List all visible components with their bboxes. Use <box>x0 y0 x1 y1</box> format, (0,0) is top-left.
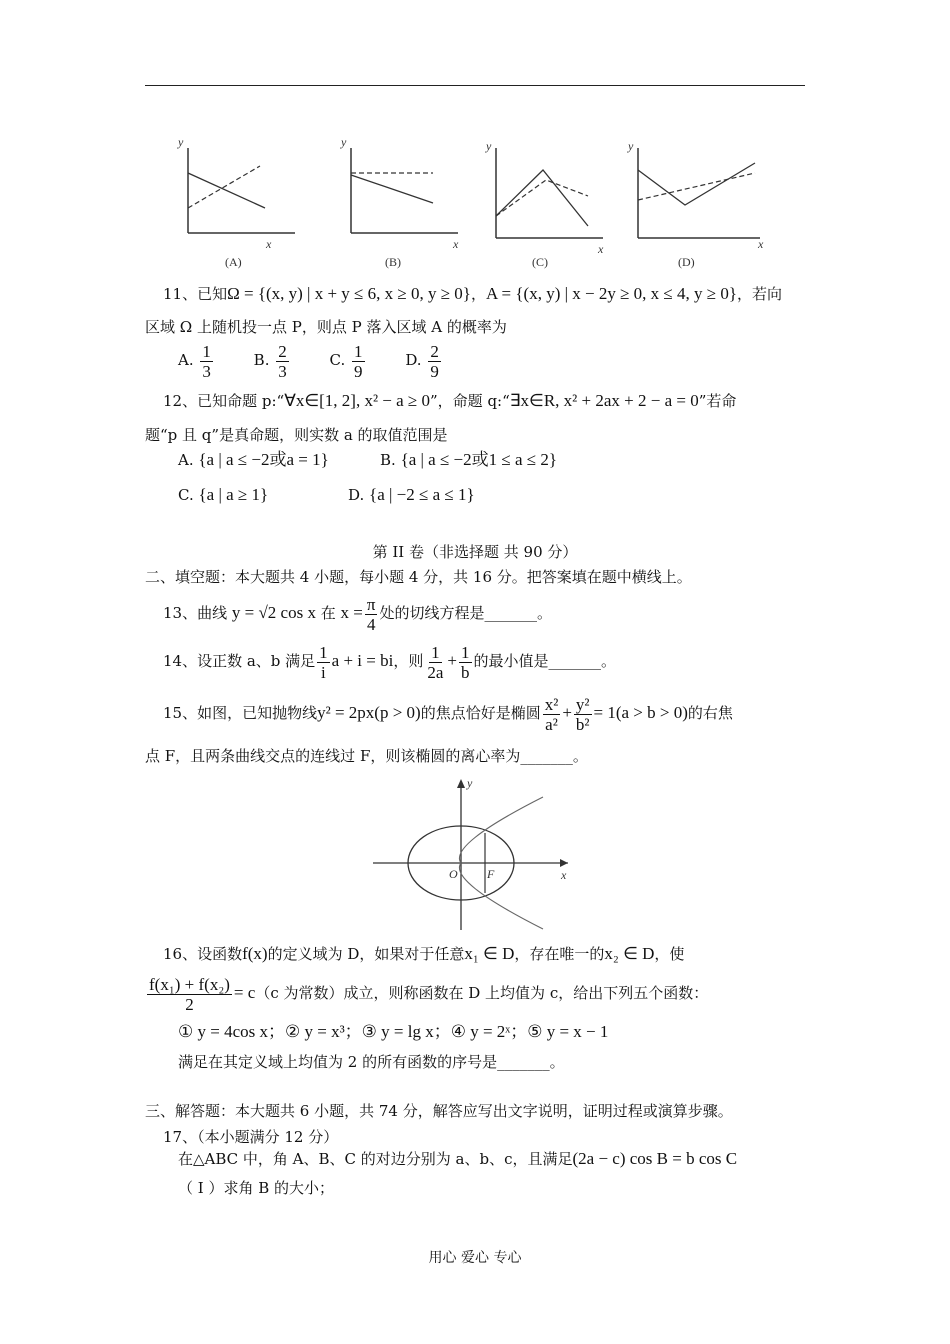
graph-c-y-label: y <box>486 139 492 153</box>
q11-line2: 区域 Ω 上随机投一点 P，则点 P 落入区域 A 的概率为 <box>145 318 507 336</box>
part2-title: 第 II 卷（非选择题 共 90 分） <box>372 543 578 561</box>
graph-c <box>485 139 604 269</box>
q16-line1: 16、设函数f(x)的定义域为 D，如果对于任意x₁ ∈ D，存在唯一的x₂ ∈ D，使 <box>163 944 685 963</box>
q13-curve: y = √2 cos x <box>231 603 316 622</box>
q15-fig-x: x <box>561 868 567 882</box>
q12-line1 <box>163 390 736 412</box>
q13-line: 13、曲线 y = √2 cos x 在 x = $\frac{\pi}{4}$ 处的切线方程是_______。 <box>163 594 552 634</box>
option-graphs <box>160 128 800 273</box>
q17-title: 17、（本小题满分 12 分） <box>163 1128 339 1146</box>
q12-option-a: A. {a | a ≤ −2或a = 1} <box>178 450 329 469</box>
q15-figure <box>368 775 578 933</box>
graph-c-x-label: x <box>598 242 604 256</box>
graph-a-x-label: x <box>266 237 272 251</box>
q11-lead: 11、已知 <box>163 285 228 303</box>
graph-b-label: (B) <box>385 255 401 269</box>
q16-functions: ① y = 4cos x；② y = x³；③ y = lg x；④ y = 2ˣ；⑤ y = x − 1 <box>178 1022 609 1041</box>
q15-fig-o: O <box>449 867 458 881</box>
q15-line1: 15、如图，已知抛物线y² = 2px(p > 0)的焦点恰好是椭圆 $\frac{\text{x²}}{\text{a²}}$ + $\frac{\text{y²}}{\text{b²}}$ = 1(a > b > 0)的右焦 <box>163 694 733 734</box>
graph-b <box>340 135 459 269</box>
q12-line2: 题“p 且 q”是真命题，则实数 a 的取值范围是 <box>145 426 448 444</box>
graph-a <box>177 135 295 269</box>
section3-heading: 三、解答题：本大题共 6 小题，共 74 分，解答应写出文字说明，证明过程或演算步骤。 <box>145 1102 733 1120</box>
q16-line2: $\frac{\text{f(x₁) + f(x₂)}}{2}$ = c（c 为常数）成立，则称函数在 D 上均值为 c，给出下列五个函数： <box>149 974 709 1014</box>
q15-line2: 点 F，且两条曲线交点的连线过 F，则该椭圆的离心率为_______。 <box>145 747 588 765</box>
graph-b-x-label: x <box>453 237 459 251</box>
q12-p-expr: ∀x∈[1, 2], x² − a ≥ 0 <box>284 391 431 410</box>
q14-line: 14、设正数 a、b 满足 $\frac{1}{i}$ a + i = bi，则 $\frac{1}{2a}$ + $\frac{1}{b}$ 的最小值是_______。 <box>163 642 617 682</box>
q12-lead: 12、已知命题 p:“ <box>163 392 285 410</box>
q12-mid: ”，命题 q:“ <box>430 392 510 410</box>
graph-a-label: (A) <box>225 255 242 269</box>
q11-option-b: B. $\frac{2}{3}$ <box>253 341 287 381</box>
section2-heading: 二、填空题：本大题共 4 小题，每小题 4 分，共 16 分。把答案填在题中横线上。 <box>145 568 692 586</box>
q11-option-d: D. $\frac{2}{9}$ <box>405 341 439 381</box>
q12-option-b: B. {a | a ≤ −2或1 ≤ a ≤ 2} <box>380 450 558 469</box>
q11-option-a: A. $\frac{1}{3}$ <box>178 341 211 381</box>
graph-d-x-label: x <box>758 237 764 251</box>
q11-line1 <box>163 283 782 305</box>
q11-tail: ，若向 <box>737 285 783 303</box>
graph-d-label: (D) <box>678 255 695 269</box>
q12-tail: ”若命 <box>698 392 737 410</box>
q16-line4: 满足在其定义域上均值为 2 的所有函数的序号是_______。 <box>178 1053 565 1071</box>
graph-b-y-label: y <box>341 135 347 149</box>
q13-x-value: $\frac{\pi}{4}$ <box>366 594 376 634</box>
q11-omega-set: Ω = {(x, y) | x + y ≤ 6, x ≥ 0, y ≥ 0} <box>227 284 471 303</box>
footer: 用心 爱心 专心 <box>428 1250 522 1266</box>
q11-option-c: C. $\frac{1}{9}$ <box>329 341 363 381</box>
q15-fig-y: y <box>467 776 473 790</box>
header-rule <box>145 85 805 86</box>
q12-q-expr: ∃x∈R, x² + 2ax + 2 − a = 0 <box>509 391 699 410</box>
graph-a-y-label: y <box>178 135 184 149</box>
q12-option-d: D. {a | −2 ≤ a ≤ 1} <box>348 485 475 504</box>
q11-sep: ， <box>470 285 486 303</box>
q15-fig-f: F <box>487 867 495 881</box>
q12-option-c: C. {a | a ≥ 1} <box>178 485 269 504</box>
graph-d-y-label: y <box>628 139 634 153</box>
graph-d <box>627 139 764 269</box>
q11-a-set: A = {(x, y) | x − 2y ≥ 0, x ≤ 4, y ≥ 0} <box>485 284 738 303</box>
graph-c-label: (C) <box>532 255 548 269</box>
q17-part1: （ I ）求角 B 的大小； <box>178 1179 335 1197</box>
q17-body: 在△ABC 中，角 A、B、C 的对边分别为 a、b、c，且满足(2a − c) cos B = b cos C <box>178 1149 738 1168</box>
q11-options <box>178 340 443 381</box>
